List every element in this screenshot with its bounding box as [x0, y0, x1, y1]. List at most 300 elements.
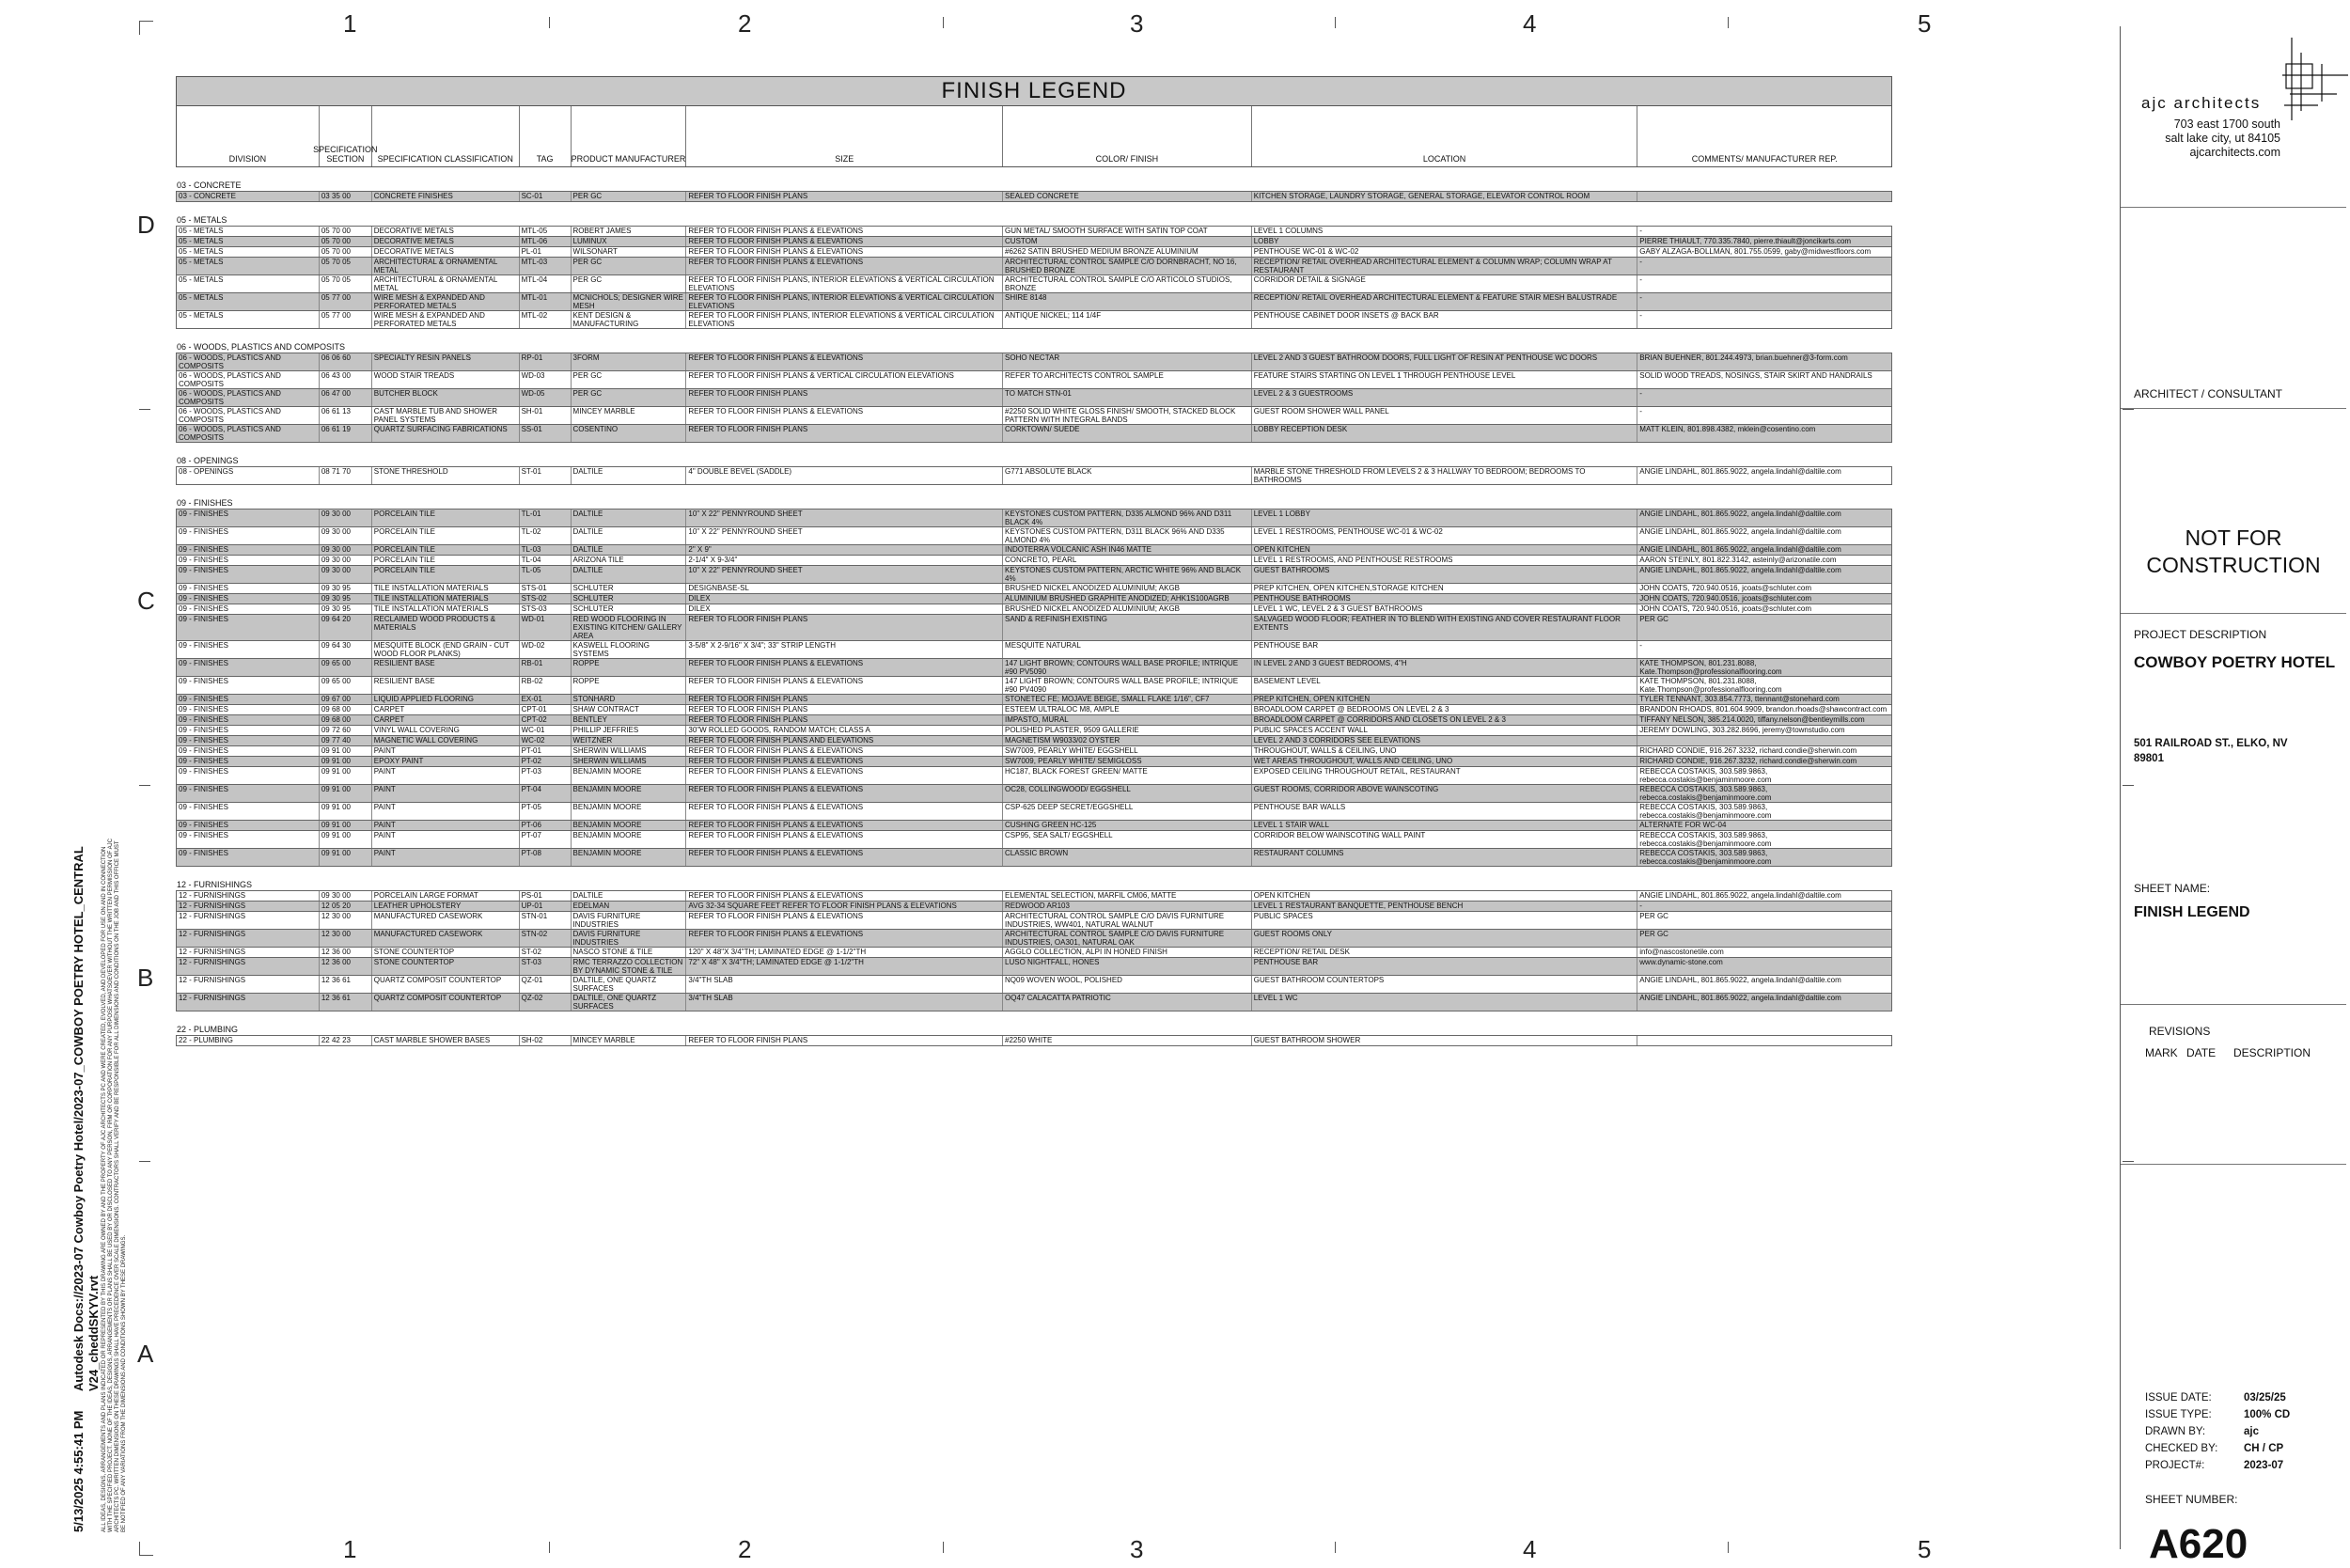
- cell-tag: STN-01: [520, 912, 572, 929]
- cell-size: REFER TO FLOOR FINISH PLANS & ELEVATIONS: [686, 677, 1003, 694]
- cell-comments: ALTERNATE FOR WC-04: [1639, 821, 1727, 829]
- cell-comments: -: [1639, 389, 1642, 398]
- cell-size: 10" X 22" PENNYROUND SHEET: [686, 527, 1003, 544]
- cell-comments: REBECCA COSTAKIS, 303.589.9863, rebecca.costakis@benjaminmoore.com: [1639, 849, 1772, 866]
- cell-division: 09 - FINISHES: [177, 677, 320, 694]
- cell-spec-section: 06 61 13: [320, 407, 372, 424]
- table-row: [176, 545, 1892, 556]
- cell-comments: REBECCA COSTAKIS, 303.589.9863, rebecca.costakis@benjaminmoore.com: [1639, 803, 1772, 820]
- table-row: [176, 803, 1892, 821]
- cell-size: REFER TO FLOOR FINISH PLANS & ELEVATIONS: [686, 831, 1003, 848]
- section-label: 03 - CONCRETE: [177, 180, 242, 190]
- cell-spec-section: 05 70 00: [320, 247, 372, 257]
- divider: [2121, 408, 2346, 409]
- cell-division: 05 - METALS: [177, 258, 320, 274]
- cell-tag: WD-02: [520, 641, 572, 658]
- cell-comments: KATE THOMPSON, 801.231.8088, Kate.Thompson@professionalflooring.com: [1639, 677, 1782, 694]
- header-location: LOCATION: [1252, 106, 1638, 166]
- cell-tag: ST-01: [520, 467, 572, 484]
- header-spec-section: SPECIFICATION SECTION: [320, 106, 372, 166]
- cell-size: REFER TO FLOOR FINISH PLANS & ELEVATIONS: [686, 258, 1003, 274]
- cell-location: LEVEL 1 RESTROOMS, AND PENTHOUSE RESTROOMS: [1252, 556, 1638, 565]
- cell-tag: PT-06: [520, 821, 572, 830]
- cell-manufacturer: NASCO STONE & TILE: [572, 948, 687, 957]
- cell-division: 09 - FINISHES: [177, 767, 320, 784]
- cell-comments: JOHN COATS, 720.940.0516, jcoats@schluter.com: [1639, 584, 1811, 592]
- cell-spec-section: 05 70 00: [320, 227, 372, 236]
- cell-spec-section: 12 36 00: [320, 948, 372, 957]
- cell-division: 12 - FURNISHINGS: [177, 958, 320, 975]
- revision-col-date: DATE: [2186, 1046, 2217, 1059]
- cell-color-finish: CSP-625 DEEP SECRET/EGGSHELL: [1003, 803, 1252, 820]
- stamp-line: CONSTRUCTION: [2146, 553, 2321, 577]
- cell-manufacturer: PER GC: [572, 258, 687, 274]
- cell-division: 09 - FINISHES: [177, 726, 320, 735]
- cell-location: WET AREAS THROUGHOUT, WALLS AND CEILING, UNO: [1252, 757, 1638, 766]
- project-address: [2134, 736, 2288, 766]
- cell-location: PENTHOUSE BAR: [1252, 641, 1638, 658]
- cell-color-finish: ELEMENTAL SELECTION, MARFIL CM06, MATTE: [1003, 891, 1252, 901]
- cell-division: 09 - FINISHES: [177, 849, 320, 866]
- cell-tag: PT-01: [520, 746, 572, 756]
- cell-color-finish: CONCRETO, PEARL: [1003, 556, 1252, 565]
- table-row: [176, 705, 1892, 715]
- cell-spec-section: 09 67 00: [320, 695, 372, 704]
- cell-size: DILEX: [686, 594, 1003, 604]
- cell-comments: -: [1639, 258, 1642, 266]
- cell-location: RECEPTION/ RETAIL OVERHEAD ARCHITECTURAL ELEMENT & COLUMN WRAP; COLUMN WRAP AT RESTAURANT: [1252, 258, 1638, 274]
- cell-manufacturer: MCNICHOLS; DESIGNER WIRE MESH: [572, 293, 687, 310]
- cell-manufacturer: DALTILE: [572, 545, 687, 555]
- cell-tag: SC-01: [520, 192, 572, 201]
- cell-spec-section: 09 30 00: [320, 566, 372, 583]
- cell-color-finish: 147 LIGHT BROWN; CONTOURS WALL BASE PROFILE; INTRIQUE #90 PV5090: [1003, 659, 1252, 676]
- grid-number: 4: [1523, 1535, 1537, 1563]
- cell-spec-classification: MANUFACTURED CASEWORK: [372, 930, 520, 947]
- cell-size: REFER TO FLOOR FINISH PLANS & ELEVATIONS: [686, 227, 1003, 236]
- cell-spec-classification: PAINT: [372, 767, 520, 784]
- cell-color-finish: SW7009, PEARLY WHITE/ EGGSHELL: [1003, 746, 1252, 756]
- cell-tag: EX-01: [520, 695, 572, 704]
- cell-comments: [1637, 1036, 1891, 1045]
- cell-spec-section: 09 77 40: [320, 736, 372, 745]
- cell-division: 06 - WOODS, PLASTICS AND COMPOSITS: [177, 407, 320, 424]
- cell-comments: ANGIE LINDAHL, 801.865.9022, angela.lindahl@daltile.com: [1639, 891, 1841, 900]
- table-row: [176, 994, 1892, 1011]
- cell-tag: STN-02: [520, 930, 572, 947]
- cell-division: 09 - FINISHES: [177, 785, 320, 802]
- cell-color-finish: LUSO NIGHTFALL, HONES: [1003, 958, 1252, 975]
- cell-size: DESIGNBASE-SL: [686, 584, 1003, 593]
- cell-division: 09 - FINISHES: [177, 641, 320, 658]
- cell-tag: ST-03: [520, 958, 572, 975]
- cell-spec-classification: DECORATIVE METALS: [372, 247, 520, 257]
- cell-tag: TL-04: [520, 556, 572, 565]
- cell-manufacturer: COSENTINO: [572, 425, 687, 442]
- cell-manufacturer: 3FORM: [572, 353, 687, 370]
- cell-location: CORRIDOR DETAIL & SIGNAGE: [1252, 275, 1638, 292]
- cell-color-finish: OQ47 CALACATTA PATRIOTIC: [1003, 994, 1252, 1011]
- cell-manufacturer: ROPPE: [572, 659, 687, 676]
- cell-tag: WD-01: [520, 615, 572, 640]
- cell-spec-section: 06 61 19: [320, 425, 372, 442]
- cell-spec-classification: STONE COUNTERTOP: [372, 948, 520, 957]
- cell-location: PUBLIC SPACES ACCENT WALL: [1252, 726, 1638, 735]
- legend-section: [176, 180, 1892, 202]
- cell-location: GUEST ROOMS, CORRIDOR ABOVE WAINSCOTING: [1252, 785, 1638, 802]
- drawn-by-row: [2145, 1423, 2290, 1440]
- cell-division: 09 - FINISHES: [177, 705, 320, 714]
- cell-spec-section: 06 47 00: [320, 389, 372, 406]
- cell-color-finish: #2250 SOLID WHITE GLOSS FINISH/ SMOOTH, STACKED BLOCK PATTERN WITH INTEGRAL BANDS: [1003, 407, 1252, 424]
- project-number-row: [2145, 1457, 2290, 1474]
- cell-location: CORRIDOR BELOW WAINSCOTING WALL PAINT: [1252, 831, 1638, 848]
- table-row: [176, 594, 1892, 604]
- cell-location: GUEST ROOM SHOWER WALL PANEL: [1252, 407, 1638, 424]
- cell-comments: -: [1639, 275, 1642, 284]
- cell-manufacturer: SCHLUTER: [572, 594, 687, 604]
- cell-manufacturer: SCHLUTER: [572, 604, 687, 614]
- cell-location: GUEST BATHROOM COUNTERTOPS: [1252, 976, 1638, 993]
- cell-comments: -: [1639, 641, 1642, 650]
- cell-division: 09 - FINISHES: [177, 736, 320, 745]
- grid-letter: C: [137, 587, 155, 615]
- cell-comments: PER GC: [1639, 930, 1668, 938]
- cell-tag: TL-02: [520, 527, 572, 544]
- table-row: [176, 831, 1892, 849]
- table-row: [176, 191, 1892, 202]
- cell-color-finish: ESTEEM ULTRALOC M8, AMPLE: [1003, 705, 1252, 714]
- sheet-number-label: SHEET NUMBER:: [2145, 1493, 2238, 1506]
- cell-manufacturer: BENJAMIN MOORE: [572, 785, 687, 802]
- cell-spec-section: 03 35 00: [320, 192, 372, 201]
- issue-date-row: [2145, 1389, 2290, 1406]
- header-size: SIZE: [686, 106, 1003, 166]
- cell-manufacturer: SHERWIN WILLIAMS: [572, 746, 687, 756]
- website: ajcarchitects.com: [2189, 146, 2280, 159]
- cell-color-finish: NQ09 WOVEN WOOL, POLISHED: [1003, 976, 1252, 993]
- table-row: [176, 1035, 1892, 1046]
- cell-comments: -: [1639, 902, 1642, 910]
- cell-spec-classification: PORCELAIN TILE: [372, 527, 520, 544]
- cell-location: LEVEL 2 & 3 GUESTROOMS: [1252, 389, 1638, 406]
- table-row: [176, 736, 1892, 746]
- table-row: [176, 695, 1892, 705]
- cell-comments: -: [1639, 407, 1642, 416]
- cell-size: REFER TO FLOOR FINISH PLANS & ELEVATIONS: [686, 407, 1003, 424]
- cell-spec-section: 22 42 23: [320, 1036, 372, 1045]
- table-row: [176, 930, 1892, 948]
- cell-size: REFER TO FLOOR FINISH PLANS & ELEVATIONS: [686, 247, 1003, 257]
- section-label: 09 - FINISHES: [177, 498, 233, 508]
- cell-division: 09 - FINISHES: [177, 556, 320, 565]
- issue-value: 2023-07: [2244, 1460, 2284, 1471]
- cell-manufacturer: RED WOOD FLOORING IN EXISTING KITCHEN/ GALLERY AREA: [572, 615, 687, 640]
- cell-spec-classification: RESILIENT BASE: [372, 659, 520, 676]
- cell-comments: REBECCA COSTAKIS, 303.589.9863, rebecca.costakis@benjaminmoore.com: [1639, 785, 1772, 802]
- cell-spec-section: 09 91 00: [320, 757, 372, 766]
- cell-spec-section: 12 36 61: [320, 994, 372, 1011]
- legend-title: FINISH LEGEND: [176, 76, 1892, 106]
- cell-size: 4" DOUBLE BEVEL (SADDLE): [686, 467, 1003, 484]
- title-block: [2120, 26, 2346, 1567]
- cell-comments: BRANDON RHOADS, 801.604.9909, brandon.rhoads@shawcontract.com: [1639, 705, 1888, 713]
- cell-location: LEVEL 2 AND 3 GUEST BATHROOM DOORS, FULL LIGHT OF RESIN AT PENTHOUSE WC DOORS: [1252, 353, 1638, 370]
- cell-spec-section: 09 91 00: [320, 746, 372, 756]
- cell-color-finish: #6262 SATIN BRUSHED MEDIUM BRONZE ALUMINIUM: [1003, 247, 1252, 257]
- cell-division: 06 - WOODS, PLASTICS AND COMPOSITS: [177, 425, 320, 442]
- cell-color-finish: ARCHITECTURAL CONTROL SAMPLE C/O DAVIS FURNITURE INDUSTRIES, OA301, NATURAL OAK: [1003, 930, 1252, 947]
- cell-color-finish: STONETEC FE; MOJAVE BEIGE, SMALL FLAKE 1/16", CF7: [1003, 695, 1252, 704]
- grid-tick: [1728, 1542, 1729, 1553]
- cell-size: REFER TO FLOOR FINISH PLANS & ELEVATIONS: [686, 821, 1003, 830]
- cell-tag: PT-08: [520, 849, 572, 866]
- cell-tag: RB-01: [520, 659, 572, 676]
- header-spec-classification: SPECIFICATION CLASSIFICATION: [372, 106, 520, 166]
- cell-color-finish: POLISHED PLASTER, 9509 GALLERIE: [1003, 726, 1252, 735]
- legend-section: [176, 1025, 1892, 1046]
- table-row: [176, 958, 1892, 976]
- cell-tag: PT-03: [520, 767, 572, 784]
- cell-location: LEVEL 1 COLUMNS: [1252, 227, 1638, 236]
- cell-tag: TL-01: [520, 510, 572, 526]
- cell-color-finish: CSP95, SEA SALT/ EGGSHELL: [1003, 831, 1252, 848]
- cell-comments: SOLID WOOD TREADS, NOSINGS, STAIR SKIRT AND HANDRAILS: [1639, 371, 1872, 380]
- issue-type-row: [2145, 1406, 2290, 1423]
- cell-size: 2-1/4" X 9-3/4": [686, 556, 1003, 565]
- section-label: 08 - OPENINGS: [177, 456, 239, 465]
- grid-number: 2: [738, 1535, 752, 1563]
- grid-number: 5: [1918, 9, 1932, 38]
- cell-spec-classification: PORCELAIN TILE: [372, 545, 520, 555]
- grid-number: 3: [1130, 9, 1144, 38]
- cell-size: REFER TO FLOOR FINISH PLANS, INTERIOR ELEVATIONS & VERTICAL CIRCULATION ELEVATIONS: [686, 275, 1003, 292]
- table-row: [176, 353, 1892, 371]
- cell-manufacturer: DALTILE: [572, 467, 687, 484]
- cell-color-finish: BRUSHED NICKEL ANODIZED ALUMINIUM; AKGB: [1003, 584, 1252, 593]
- cell-division: 09 - FINISHES: [177, 746, 320, 756]
- issue-key: DRAWN BY:: [2145, 1426, 2206, 1437]
- cell-size: REFER TO FLOOR FINISH PLANS: [686, 425, 1003, 442]
- cell-spec-section: 09 91 00: [320, 785, 372, 802]
- section-label: 06 - WOODS, PLASTICS AND COMPOSITS: [177, 342, 346, 352]
- table-row: [176, 948, 1892, 958]
- legend-section: [176, 342, 1892, 443]
- cell-spec-classification: MESQUITE BLOCK (END GRAIN - CUT WOOD FLOOR PLANKS): [372, 641, 520, 658]
- table-row: [176, 785, 1892, 803]
- cell-division: 09 - FINISHES: [177, 545, 320, 555]
- table-row: [176, 566, 1892, 584]
- cell-tag: MTL-01: [520, 293, 572, 310]
- grid-letter: B: [137, 964, 154, 992]
- cell-tag: TL-03: [520, 545, 572, 555]
- header-division: DIVISION: [177, 106, 320, 166]
- cell-comments: RICHARD CONDIE, 916.267.3232, richard.condie@sherwin.com: [1639, 757, 1857, 765]
- ajc-logo-icon: [2280, 36, 2350, 125]
- model-file: V24_cheddSKYV.rvt: [86, 1275, 101, 1391]
- cell-spec-section: 09 91 00: [320, 821, 372, 830]
- revision-col-description: DESCRIPTION: [2233, 1046, 2311, 1059]
- cell-division: 09 - FINISHES: [177, 527, 320, 544]
- cell-tag: PT-07: [520, 831, 572, 848]
- grid-number: 5: [1918, 1535, 1932, 1563]
- cell-size: REFER TO FLOOR FINISH PLANS & ELEVATIONS: [686, 237, 1003, 246]
- divider: [2121, 207, 2346, 208]
- revision-col-mark: MARK: [2145, 1046, 2178, 1059]
- table-row: [176, 407, 1892, 425]
- cell-location: GUEST ROOMS ONLY: [1252, 930, 1638, 947]
- cell-comments: info@nascostonetile.com: [1639, 948, 1724, 956]
- section-label: 22 - PLUMBING: [177, 1025, 239, 1034]
- cell-comments: BRIAN BUEHNER, 801.244.4973, brian.buehner@3-form.com: [1639, 353, 1848, 362]
- cell-color-finish: INDOTERRA VOLCANIC ASH IN46 MATTE: [1003, 545, 1252, 555]
- cell-size: REFER TO FLOOR FINISH PLANS: [686, 715, 1003, 725]
- grid-tick: [943, 1542, 944, 1553]
- project-address-line: 89801: [2134, 753, 2164, 764]
- cell-manufacturer: MINCEY MARBLE: [572, 1036, 687, 1045]
- cell-division: 12 - FURNISHINGS: [177, 930, 320, 947]
- cell-color-finish: MAGNETISM W9033/02 OYSTER: [1003, 736, 1252, 745]
- cell-tag: WC-02: [520, 736, 572, 745]
- grid-number: 3: [1130, 1535, 1144, 1563]
- header-tag: TAG: [520, 106, 572, 166]
- cell-division: 09 - FINISHES: [177, 594, 320, 604]
- grid-number: 4: [1523, 9, 1537, 38]
- cell-spec-classification: WIRE MESH & EXPANDED AND PERFORATED METALS: [372, 293, 520, 310]
- cell-size: REFER TO FLOOR FINISH PLANS, INTERIOR ELEVATIONS & VERTICAL CIRCULATION ELEVATIONS: [686, 311, 1003, 328]
- cell-tag: STS-02: [520, 594, 572, 604]
- cell-comments: [1637, 736, 1891, 745]
- grid-tick: [549, 1542, 550, 1553]
- cell-manufacturer: ARIZONA TILE: [572, 556, 687, 565]
- cell-comments: GABY ALZAGA-BOLLMAN, 801.755.0599, gaby@midwestfloors.com: [1639, 247, 1872, 256]
- cell-division: 12 - FURNISHINGS: [177, 976, 320, 993]
- table-row: [176, 293, 1892, 311]
- cell-spec-section: 09 64 30: [320, 641, 372, 658]
- cell-tag: PL-01: [520, 247, 572, 257]
- cell-color-finish: AGGLO COLLECTION, ALPI IN HONED FINISH: [1003, 948, 1252, 957]
- cell-comments: -: [1639, 311, 1642, 320]
- cell-color-finish: IMPASTO, MURAL: [1003, 715, 1252, 725]
- cell-color-finish: SOHO NECTAR: [1003, 353, 1252, 370]
- table-row: [176, 247, 1892, 258]
- legend-section: [176, 456, 1892, 485]
- cell-spec-section: 05 70 05: [320, 258, 372, 274]
- cell-size: REFER TO FLOOR FINISH PLANS & ELEVATIONS: [686, 353, 1003, 370]
- cell-spec-classification: PAINT: [372, 821, 520, 830]
- address-line: 703 east 1700 south: [2173, 118, 2280, 131]
- cell-size: REFER TO FLOOR FINISH PLANS: [686, 615, 1003, 640]
- cell-comments: TIFFANY NELSON, 385.214.0020, tiffany.nelson@bentleymills.com: [1639, 715, 1865, 724]
- table-row: [176, 226, 1892, 237]
- cell-division: 05 - METALS: [177, 237, 320, 246]
- cell-spec-classification: PORCELAIN TILE: [372, 510, 520, 526]
- cell-manufacturer: SCHLUTER: [572, 584, 687, 593]
- table-row: [176, 425, 1892, 443]
- sheet-name-label: SHEET NAME:: [2134, 882, 2211, 895]
- cell-spec-classification: RECLAIMED WOOD PRODUCTS & MATERIALS: [372, 615, 520, 640]
- cell-division: 09 - FINISHES: [177, 695, 320, 704]
- cell-spec-classification: PORCELAIN TILE: [372, 556, 520, 565]
- cell-division: 09 - FINISHES: [177, 615, 320, 640]
- issue-key: PROJECT#:: [2145, 1460, 2205, 1471]
- cell-spec-section: 12 05 20: [320, 902, 372, 911]
- cell-spec-section: 05 70 05: [320, 275, 372, 292]
- cell-spec-classification: TILE INSTALLATION MATERIALS: [372, 584, 520, 593]
- cell-color-finish: CLASSIC BROWN: [1003, 849, 1252, 866]
- cell-size: REFER TO FLOOR FINISH PLANS & ELEVATIONS: [686, 659, 1003, 676]
- address-line: salt lake city, ut 84105: [2165, 132, 2280, 145]
- table-row: [176, 389, 1892, 407]
- cell-comments: TYLER TENNANT, 303.854.7773, ttennant@stonehard.com: [1639, 695, 1840, 703]
- cell-spec-classification: PORCELAIN LARGE FORMAT: [372, 891, 520, 901]
- cell-color-finish: SEALED CONCRETE: [1003, 192, 1252, 201]
- cell-manufacturer: LUMINUX: [572, 237, 687, 246]
- legend-section: [176, 215, 1892, 329]
- cell-comments: RICHARD CONDIE, 916.267.3232, richard.condie@sherwin.com: [1639, 746, 1857, 755]
- cell-location: PREP KITCHEN, OPEN KITCHEN,STORAGE KITCHEN: [1252, 584, 1638, 593]
- cell-color-finish: ANTIQUE NICKEL; 114 1/4F: [1003, 311, 1252, 328]
- cell-spec-section: 09 72 60: [320, 726, 372, 735]
- cell-color-finish: ALUMINIUM BRUSHED GRAPHITE ANODIZED; AHK1S100AGRB: [1003, 594, 1252, 604]
- sheet-number: A620: [2149, 1521, 2248, 1567]
- grid-number: 1: [343, 9, 357, 38]
- firm-name: ajc architects: [2141, 94, 2262, 112]
- cell-tag: PT-05: [520, 803, 572, 820]
- cell-division: 05 - METALS: [177, 247, 320, 257]
- cell-size: REFER TO FLOOR FINISH PLANS AND ELEVATIONS: [686, 736, 1003, 745]
- cell-spec-classification: PORCELAIN TILE: [372, 566, 520, 583]
- cell-location: THROUGHOUT, WALLS & CEILING, UNO: [1252, 746, 1638, 756]
- issue-value: ajc: [2244, 1426, 2259, 1437]
- table-row: [176, 556, 1892, 566]
- cell-spec-classification: CAST MARBLE SHOWER BASES: [372, 1036, 520, 1045]
- grid-number: 1: [343, 1535, 357, 1563]
- table-row: [176, 371, 1892, 389]
- cell-tag: WC-01: [520, 726, 572, 735]
- cell-location: OPEN KITCHEN: [1252, 545, 1638, 555]
- cell-location: OPEN KITCHEN: [1252, 891, 1638, 901]
- cell-spec-classification: ARCHITECTURAL & ORNAMENTAL METAL: [372, 258, 520, 274]
- cell-location: PENTHOUSE CABINET DOOR INSETS @ BACK BAR: [1252, 311, 1638, 328]
- cell-location: RECEPTION/ RETAIL OVERHEAD ARCHITECTURAL ELEMENT & FEATURE STAIR MESH BALUSTRADE: [1252, 293, 1638, 310]
- cell-color-finish: CUSTOM: [1003, 237, 1252, 246]
- cell-color-finish: G771 ABSOLUTE BLACK: [1003, 467, 1252, 484]
- cell-tag: STS-01: [520, 584, 572, 593]
- cell-spec-section: 09 91 00: [320, 803, 372, 820]
- cell-location: SALVAGED WOOD FLOOR; FEATHER IN TO BLEND WITH EXISTING AND COVER RESTAURANT FLOOR EXTENTS: [1252, 615, 1638, 640]
- cell-manufacturer: BENJAMIN MOORE: [572, 821, 687, 830]
- cell-comments: MATT KLEIN, 801.898.4382, mklein@cosentino.com: [1639, 425, 1816, 433]
- stamp-line: NOT FOR: [2185, 525, 2282, 550]
- cell-location: LEVEL 1 RESTROOMS, PENTHOUSE WC-01 & WC-02: [1252, 527, 1638, 544]
- cell-size: REFER TO FLOOR FINISH PLANS & ELEVATIONS: [686, 930, 1003, 947]
- cell-tag: TL-05: [520, 566, 572, 583]
- cell-spec-section: 09 65 00: [320, 677, 372, 694]
- table-row: [176, 757, 1892, 767]
- cell-manufacturer: ROBERT JAMES: [572, 227, 687, 236]
- cell-division: 12 - FURNISHINGS: [177, 891, 320, 901]
- sheet-name: FINISH LEGEND: [2134, 904, 2250, 920]
- cell-division: 12 - FURNISHINGS: [177, 902, 320, 911]
- cell-spec-section: 08 71 70: [320, 467, 372, 484]
- cell-color-finish: ARCHITECTURAL CONTROL SAMPLE C/O DORNBRACHT, NO 16, BRUSHED BRONZE: [1003, 258, 1252, 274]
- cell-comments: -: [1639, 227, 1642, 235]
- cell-comments: ANGIE LINDAHL, 801.865.9022, angela.lindahl@daltile.com: [1639, 527, 1841, 536]
- cell-spec-classification: PAINT: [372, 803, 520, 820]
- table-row: [176, 890, 1892, 902]
- cell-size: REFER TO FLOOR FINISH PLANS & ELEVATIONS: [686, 757, 1003, 766]
